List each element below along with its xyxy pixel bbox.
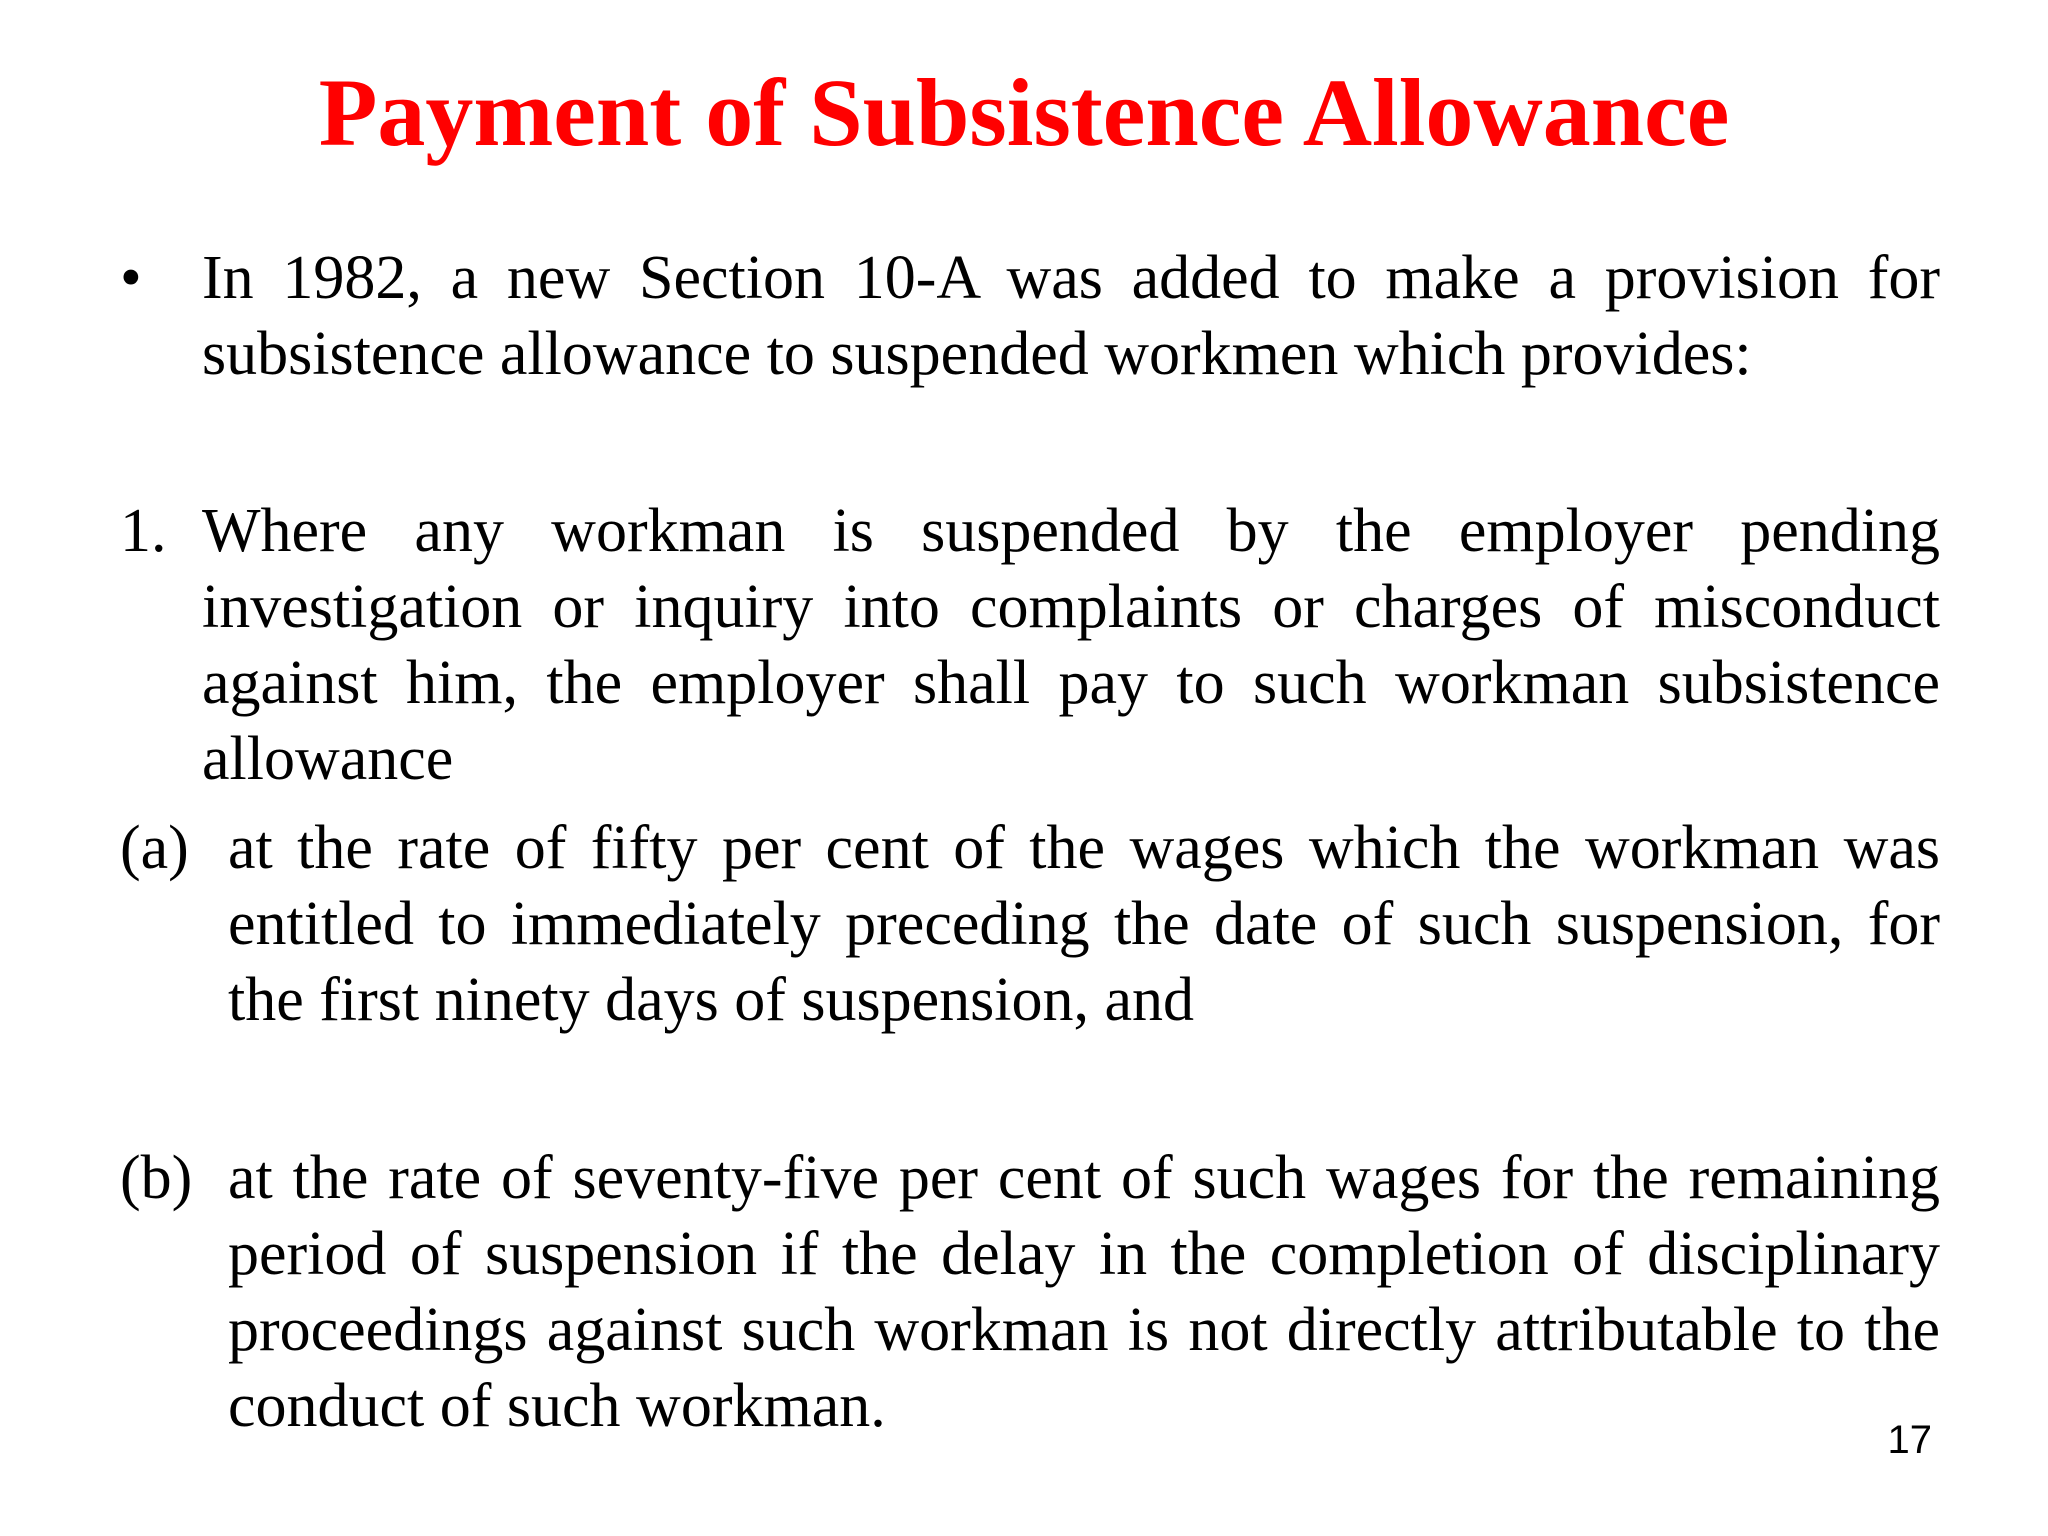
- sub-item-a-marker: (a): [120, 814, 189, 882]
- numbered-item: [120, 493, 1940, 797]
- bullet-text: In 1982, a new Section 10-A was added to make a provision for subsistence allowance to suspended workmen which provides:: [202, 244, 1940, 388]
- bullet-item: [120, 240, 1940, 392]
- page-number: 17: [1887, 1418, 1932, 1462]
- sub-item-b-marker: (b): [120, 1144, 193, 1212]
- bullet-marker: •: [120, 244, 142, 312]
- sub-item-b-text: at the rate of seventy-five per cent of such wages for the remaining period of suspension if the delay in the completion of disciplinary proceedings against such workman is not directly attributable to the conduct of such workman.: [228, 1144, 1940, 1440]
- sub-item-b: [120, 1140, 1940, 1444]
- sub-item-a-text: at the rate of fifty per cent of the wages which the workman was entitled to immediately preceding the date of such suspension, for the first ninety days of suspension, and: [228, 814, 1940, 1034]
- sub-item-a: [120, 810, 1940, 1038]
- numbered-marker: 1.: [120, 497, 167, 565]
- numbered-text: Where any workman is suspended by the employer pending investigation or inquiry into complaints or charges of misconduct against him, the employer shall pay to such workman subsistence allowance: [202, 497, 1940, 793]
- slide-title: Payment of Subsistence Allowance: [318, 59, 1730, 166]
